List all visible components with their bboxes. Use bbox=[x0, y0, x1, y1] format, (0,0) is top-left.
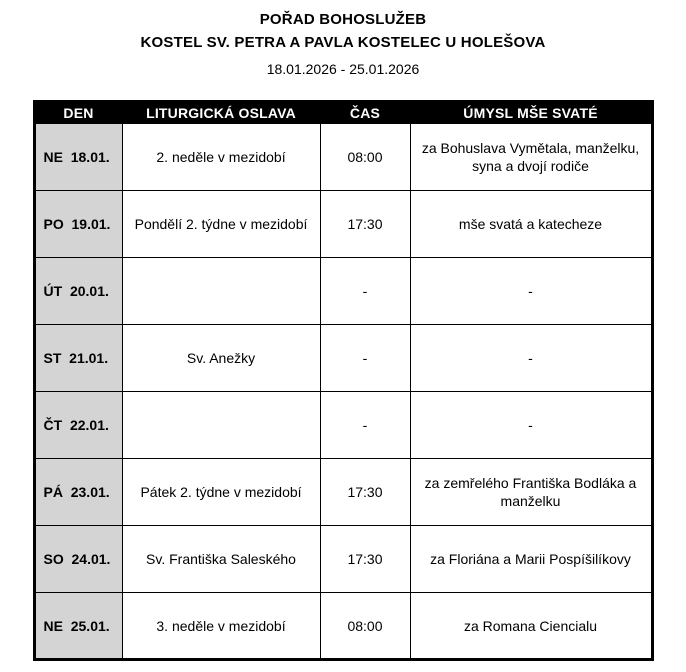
liturgy-cell: 3. neděle v mezidobí bbox=[122, 593, 320, 660]
intention-cell: mše svatá a katecheze bbox=[410, 191, 652, 258]
table-row bbox=[34, 191, 652, 258]
intention-cell: - bbox=[410, 392, 652, 459]
day-cell: NE 18.01. bbox=[34, 124, 122, 191]
intention-cell: za Bohuslava Vymětala, manželku, syna a dvojí rodiče bbox=[410, 124, 652, 191]
time-cell: 08:00 bbox=[320, 124, 410, 191]
time-cell: - bbox=[320, 258, 410, 325]
column-header-cas: ČAS bbox=[320, 102, 410, 124]
time-cell: 17:30 bbox=[320, 459, 410, 526]
column-header-den: DEN bbox=[34, 102, 122, 124]
time-cell: - bbox=[320, 392, 410, 459]
intention-cell: za Romana Ciencialu bbox=[410, 593, 652, 660]
table-row bbox=[34, 593, 652, 660]
liturgy-cell: Pátek 2. týdne v mezidobí bbox=[122, 459, 320, 526]
time-cell: 08:00 bbox=[320, 593, 410, 660]
column-header-oslava: LITURGICKÁ OSLAVA bbox=[122, 102, 320, 124]
table-row bbox=[34, 124, 652, 191]
time-cell: 17:30 bbox=[320, 526, 410, 593]
day-cell: NE 25.01. bbox=[34, 593, 122, 660]
document-header bbox=[0, 10, 686, 78]
intention-cell: - bbox=[410, 258, 652, 325]
liturgy-cell bbox=[122, 258, 320, 325]
table-row bbox=[34, 526, 652, 593]
intention-cell: za zemřelého Františka Bodláka a manželku bbox=[410, 459, 652, 526]
day-cell: ČT 22.01. bbox=[34, 392, 122, 459]
time-cell: 17:30 bbox=[320, 191, 410, 258]
liturgy-cell bbox=[122, 392, 320, 459]
table-row bbox=[34, 392, 652, 459]
day-cell: PO 19.01. bbox=[34, 191, 122, 258]
page-title: POŘAD BOHOSLUŽEB bbox=[259, 11, 427, 28]
day-cell: SO 24.01. bbox=[34, 526, 122, 593]
day-cell: ÚT 20.01. bbox=[34, 258, 122, 325]
liturgy-cell: Sv. Františka Saleského bbox=[122, 526, 320, 593]
page-subtitle: KOSTEL SV. PETRA A PAVLA KOSTELEC U HOLEŠOVA bbox=[140, 34, 546, 52]
date-range: 18.01.2026 - 25.01.2026 bbox=[266, 60, 420, 77]
table-row bbox=[34, 459, 652, 526]
table-row bbox=[34, 258, 652, 325]
day-cell: PÁ 23.01. bbox=[34, 459, 122, 526]
day-cell: ST 21.01. bbox=[34, 325, 122, 392]
table-row bbox=[34, 325, 652, 392]
liturgy-cell: Sv. Anežky bbox=[122, 325, 320, 392]
schedule-table bbox=[33, 100, 654, 661]
table-header-row bbox=[34, 102, 652, 124]
intention-cell: za Floriána a Marii Pospíšilíkovy bbox=[410, 526, 652, 593]
time-cell: - bbox=[320, 325, 410, 392]
intention-cell: - bbox=[410, 325, 652, 392]
liturgy-cell: Pondělí 2. týdne v mezidobí bbox=[122, 191, 320, 258]
column-header-umysl: ÚMYSL MŠE SVATÉ bbox=[410, 102, 652, 124]
liturgy-cell: 2. neděle v mezidobí bbox=[122, 124, 320, 191]
